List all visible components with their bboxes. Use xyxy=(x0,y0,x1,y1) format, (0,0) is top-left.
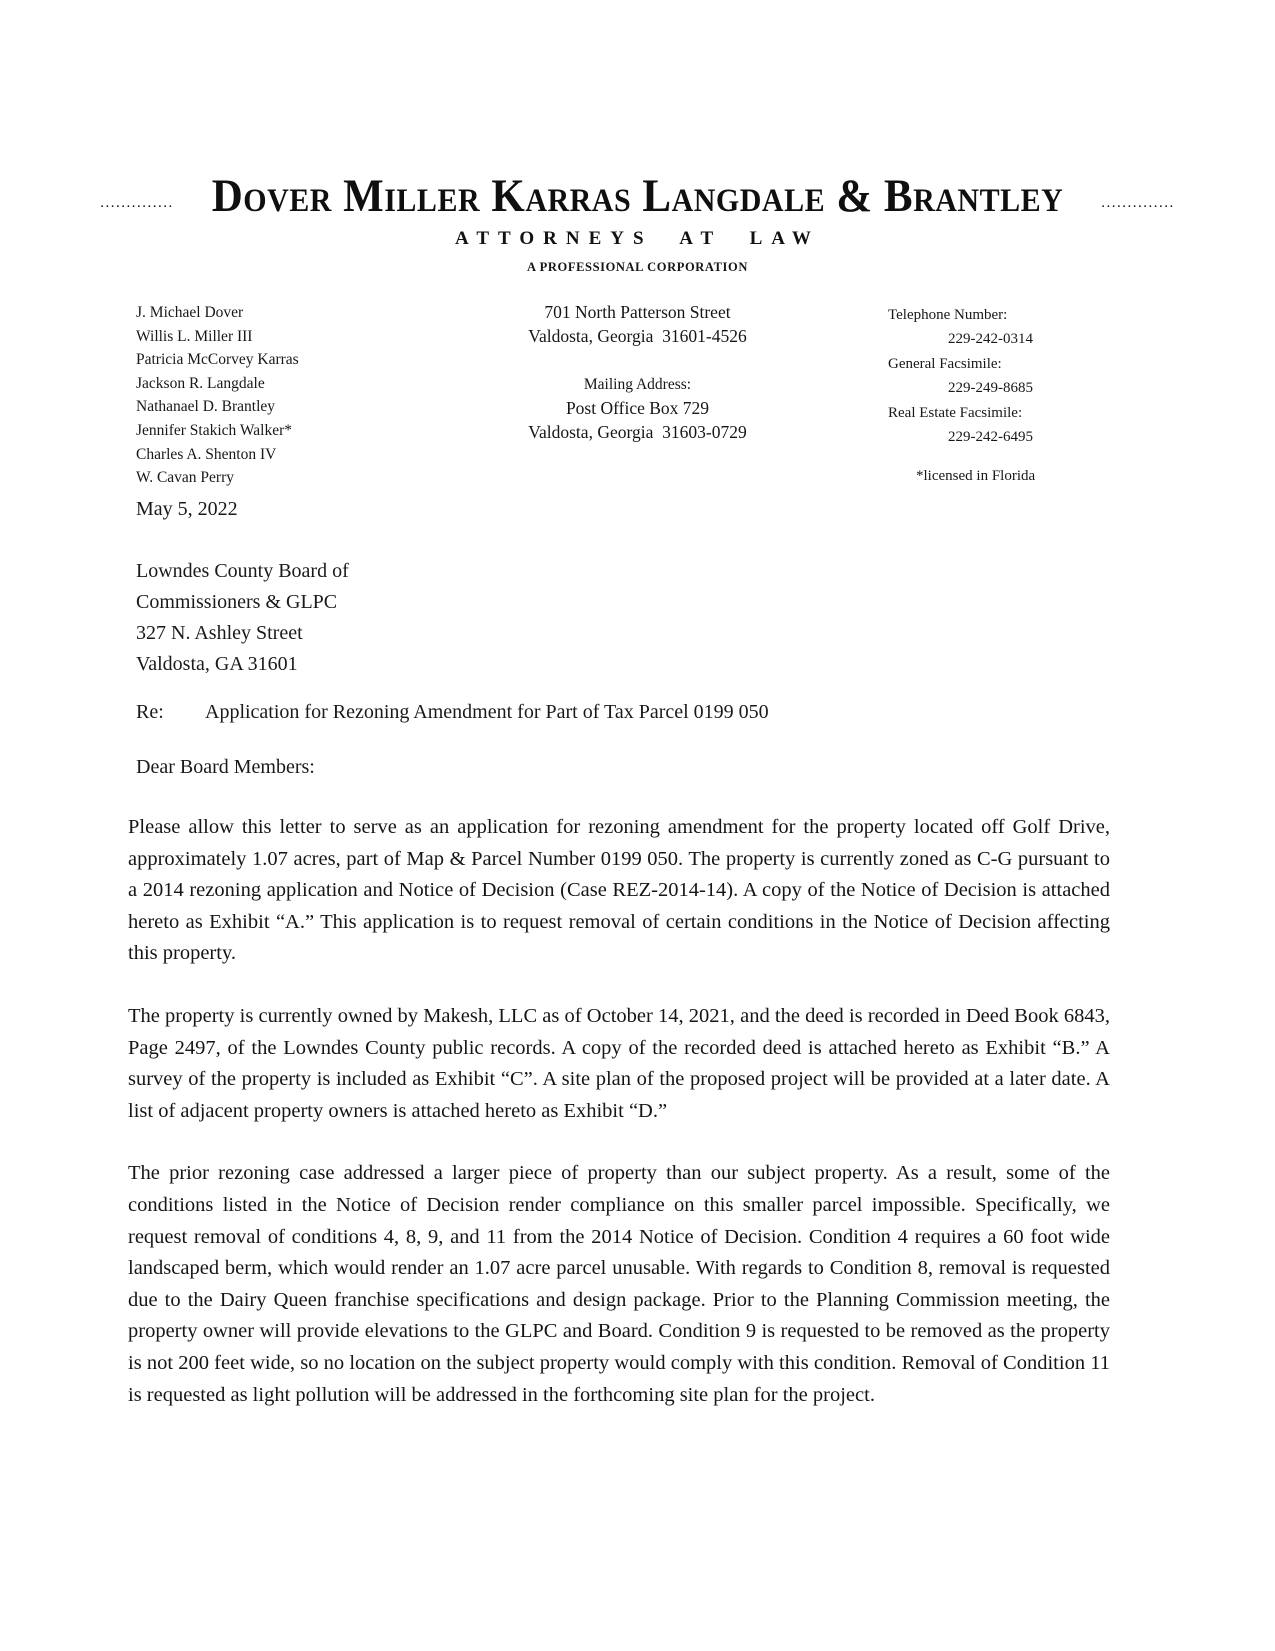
attorney-name: Jackson R. Langdale xyxy=(136,374,265,392)
contact-label: Telephone Number: xyxy=(888,307,1008,323)
attorneys-at-law-tagline: ATTORNEYS AT LAW xyxy=(455,228,820,249)
contact-label: General Facsimile: xyxy=(888,355,1002,372)
recipient-line: Valdosta, GA 31601 xyxy=(136,653,298,675)
letter-body xyxy=(128,812,1110,1442)
re-subject-line xyxy=(136,701,769,724)
firm-name: Dover Miller Karras Langdale & Brantley xyxy=(211,171,1064,222)
attorney-name: Willis L. Miller III xyxy=(136,327,253,345)
attorney-name: W. Cavan Perry xyxy=(136,469,235,487)
street-address-line: Valdosta, Georgia 31601-4526 xyxy=(528,326,747,346)
attorney-name: Charles A. Shenton IV xyxy=(136,445,277,463)
mailing-address-line: Post Office Box 729 xyxy=(565,398,710,418)
contact-label: Real Estate Facsimile: xyxy=(888,404,1023,421)
mailing-address-line: Valdosta, Georgia 31603-0729 xyxy=(528,422,747,442)
firm-contact-block xyxy=(888,303,1035,489)
body-paragraph: The property is currently owned by Makesh, LLC as of October 14, 2021, and the deed is recorded in Deed Book 6843, Page 2497, of the Lowndes County public records. A copy of the recorded deed is attached hereto as Exhibit “B.” A survey of the property is included as Exhibit “C”. A site plan of the proposed project will be provided at a later date. A list of adjacent property owners is attached hereto as Exhibit “D.” xyxy=(128,1004,1110,1122)
attorney-list xyxy=(136,301,299,490)
re-subject-text: Application for Rezoning Amendment for Part of Tax Parcel 0199 050 xyxy=(205,701,769,723)
body-paragraph: The prior rezoning case addressed a larger piece of property than our subject property. As a result, some of the conditions listed in the Notice of Decision render compliance on this smaller parcel impossible. Specifically, we request removal of conditions 4, 8, 9, and 11 from the 2014 Notice of Decision. Condition 4 requires a 60 foot wide landscaped berm, which would render an 1.07 acre parcel unusable. With regards to Condition 8, removal is requested due to the Dairy Queen franchise specifications and design package. Prior to the Planning Commission meeting, the property owner will provide elevations to the GLPC and Board. Condition 9 is requested to be removed as the property is not 200 feet wide, so no location on the subject property would comply with this condition. Removal of Condition 11 is requested as light pollution will be addressed in the forthcoming site plan for the project. xyxy=(128,1162,1110,1406)
letterhead xyxy=(0,172,1275,221)
recipient-line: Commissioners & GLPC xyxy=(136,591,338,613)
attorney-name: Jennifer Stakich Walker* xyxy=(136,421,292,439)
re-label: Re: xyxy=(136,701,164,723)
letter-date: May 5, 2022 xyxy=(136,498,238,520)
attorney-name: J. Michael Dover xyxy=(136,304,244,321)
recipient-line: Lowndes County Board of xyxy=(136,560,349,582)
contact-value: 229-242-6495 xyxy=(948,429,1033,446)
attorney-name: Patricia McCorvey Karras xyxy=(136,351,299,369)
mailing-address-label: Mailing Address: xyxy=(583,376,692,393)
right-dotted-rule: .............. xyxy=(1101,195,1175,211)
contact-value: 229-242-0314 xyxy=(948,331,1033,348)
professional-corporation-note: A PROFESSIONAL CORPORATION xyxy=(527,260,748,274)
body-paragraph: Please allow this letter to serve as an application for rezoning amendment for the property located off Golf Drive, approximately 1.07 acres, part of Map & Parcel Number 0199 050. The property is currently zoned as C-G pursuant to a 2014 rezoning application and Notice of Decision (Case REZ-2014-14). A copy of the Notice of Decision is attached hereto as Exhibit “A.” This application is to request removal of certain conditions in the Notice of Decision affecting this property. xyxy=(128,816,1110,965)
street-address-line: 701 North Patterson Street xyxy=(544,302,731,322)
salutation: Dear Board Members: xyxy=(136,756,315,778)
recipient-address-block xyxy=(136,556,349,680)
recipient-line: 327 N. Ashley Street xyxy=(136,622,303,644)
attorney-name: Nathanael D. Brantley xyxy=(136,398,276,416)
contact-value: 229-249-8685 xyxy=(948,380,1033,397)
firm-address-block xyxy=(528,300,746,444)
left-dotted-rule: .............. xyxy=(100,195,174,211)
florida-license-note: *licensed in Florida xyxy=(916,468,1036,485)
